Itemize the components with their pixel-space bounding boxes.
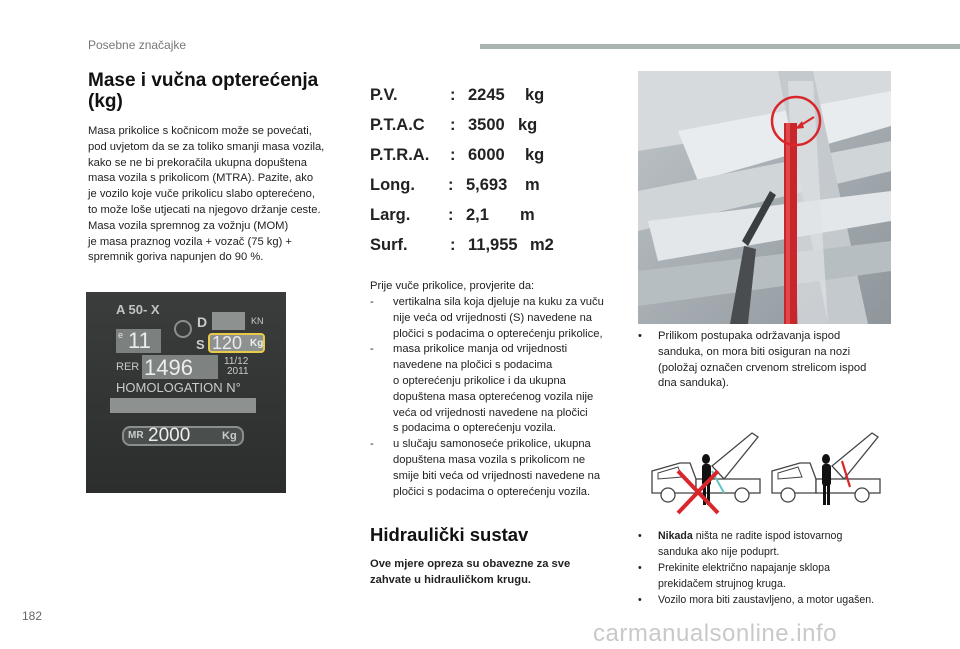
spec-unit: m bbox=[525, 176, 540, 194]
watermark: carmanualsonline.info bbox=[593, 620, 837, 647]
plate-s-value: 120 bbox=[212, 333, 243, 353]
page-number: 182 bbox=[22, 609, 43, 623]
support-leg-icon bbox=[784, 123, 797, 324]
support-leg-photo bbox=[638, 71, 891, 324]
support-note bbox=[638, 329, 890, 392]
spec-value: 5,693 bbox=[466, 176, 508, 194]
intro-line: Masa prikolice s kočnicom može se povećati, bbox=[88, 125, 312, 137]
plate-e-value: 11 bbox=[128, 328, 151, 353]
intro-line: Masa vozila spremnog za vožnju (MOM) bbox=[88, 219, 289, 232]
spec-label: Larg. bbox=[370, 206, 411, 224]
spec-colon: : bbox=[448, 206, 454, 224]
list-item: - masa prikolice manja od vrijednosti navedene na pločici s podacima o opterećenju prikolice i da ukupna dopuštena masa opterećenog vozila nije veća od vrijednosti navedene na pločici s podacima o opterećenju vozila. bbox=[370, 342, 618, 437]
plate-rer-label: RER bbox=[116, 361, 140, 373]
spec-colon: : bbox=[450, 116, 456, 134]
spec-unit: m2 bbox=[530, 236, 554, 254]
plate-mr-unit: Kg bbox=[222, 430, 237, 442]
spec-label: Long. bbox=[370, 176, 415, 194]
plate-d-label: D bbox=[197, 314, 208, 330]
spec-unit: kg bbox=[518, 116, 538, 134]
spec-value: 3500 bbox=[468, 116, 505, 134]
plate-s-unit: Kg bbox=[250, 338, 264, 349]
spec-unit: kg bbox=[525, 146, 545, 164]
checks-list bbox=[370, 295, 618, 500]
spec-colon: : bbox=[450, 236, 456, 254]
checks-intro: Prije vuče prikolice, provjerite da: bbox=[370, 280, 535, 292]
spec-label: P.V. bbox=[370, 86, 398, 104]
section-heading: Hidraulički sustav bbox=[370, 524, 529, 545]
page-title: Mase i vučna opterećenja (kg) bbox=[88, 70, 319, 112]
spec-colon: : bbox=[450, 86, 456, 104]
spec-value: 11,955 bbox=[468, 236, 518, 254]
intro-line: pod uvjetom da se za toliko smanji masa vozila, bbox=[88, 140, 325, 153]
plate-e-label: e bbox=[118, 330, 124, 340]
plate-rivet-icon bbox=[174, 320, 192, 338]
intro-line: kako se ne bi prekoračila ukupna dopuštena bbox=[88, 156, 307, 169]
truck-unsupported-icon bbox=[652, 433, 760, 513]
plate-homologation-label: HOMOLOGATION N° bbox=[116, 380, 241, 395]
intro-line: spremnik goriva napunjen do 90 %. bbox=[88, 251, 264, 264]
section-subtitle: Ove mjere opreza su obavezne za sve zahvate u hidrauličkom krugu. bbox=[370, 558, 571, 586]
list-item: • Vozilo mora biti zaustavljeno, a motor ugašen. bbox=[638, 592, 898, 608]
plate-kn-label: KN bbox=[251, 316, 264, 326]
intro-line: je vozilo koje vuče prikolicu slabo opterećeno, bbox=[88, 188, 315, 201]
list-item: • Prekinite električno napajanje sklopa prekidačem strujnog kruga. bbox=[638, 560, 898, 592]
plate-s-label: S bbox=[196, 337, 205, 352]
spec-value: 2245 bbox=[468, 86, 505, 104]
safety-list bbox=[638, 528, 898, 608]
plate-mr-value: 2000 bbox=[148, 425, 191, 446]
plate-rer-value: 1496 bbox=[144, 355, 193, 380]
list-item: - u slučaju samonoseće prikolice, ukupna dopuštena masa vozila s prikolicom ne smije biti veća od vrijednosti navedene na pločici s podacima o opterećenju vozila. bbox=[370, 437, 618, 500]
spec-label: Surf. bbox=[370, 236, 408, 254]
spec-value: 2,1 bbox=[466, 206, 489, 224]
intro-line: to može loše utjecati na njegovo držanje ceste. bbox=[88, 203, 321, 216]
plate-model: A 50- X bbox=[116, 302, 160, 317]
list-item: • Prilikom postupaka održavanja ispod sanduka, on mora biti osiguran na nozi (položaj označen crvenom strelicom ispod dna sanduka). bbox=[638, 329, 890, 392]
spec-label: P.T.R.A. bbox=[370, 146, 430, 164]
truck-supported-icon bbox=[772, 433, 880, 505]
plate-mr-label: MR bbox=[128, 430, 144, 441]
intro-line: masa vozila s prikolicom (MTRA). Pazite, ako bbox=[88, 172, 314, 185]
load-plate-image bbox=[86, 292, 286, 493]
list-item: - vertikalna sila koja djeluje na kuku za vuču nije veća od vrijednosti (S) navedene na pločici s podacima o opterećenju prikolice, bbox=[370, 295, 618, 342]
intro-line: je masa praznog vozila + vozač (75 kg) + bbox=[88, 235, 292, 248]
spec-colon: : bbox=[448, 176, 454, 194]
spec-value: 6000 bbox=[468, 146, 505, 164]
list-item: • Nikada ništa ne radite ispod istovarnog sanduka ako nije poduprt. bbox=[638, 528, 898, 560]
plate-date-line1: 11/12 bbox=[224, 356, 249, 367]
section-label: Posebne značajke bbox=[88, 38, 187, 52]
spec-unit: m bbox=[520, 206, 535, 224]
spec-unit: kg bbox=[525, 86, 545, 104]
spec-label: P.T.A.C bbox=[370, 116, 425, 134]
plate-date-line2: 2011 bbox=[227, 366, 249, 377]
spec-colon: : bbox=[450, 146, 456, 164]
intro-paragraph bbox=[88, 124, 350, 266]
header-bar bbox=[480, 44, 960, 49]
tipper-truck-illustration bbox=[650, 431, 890, 521]
